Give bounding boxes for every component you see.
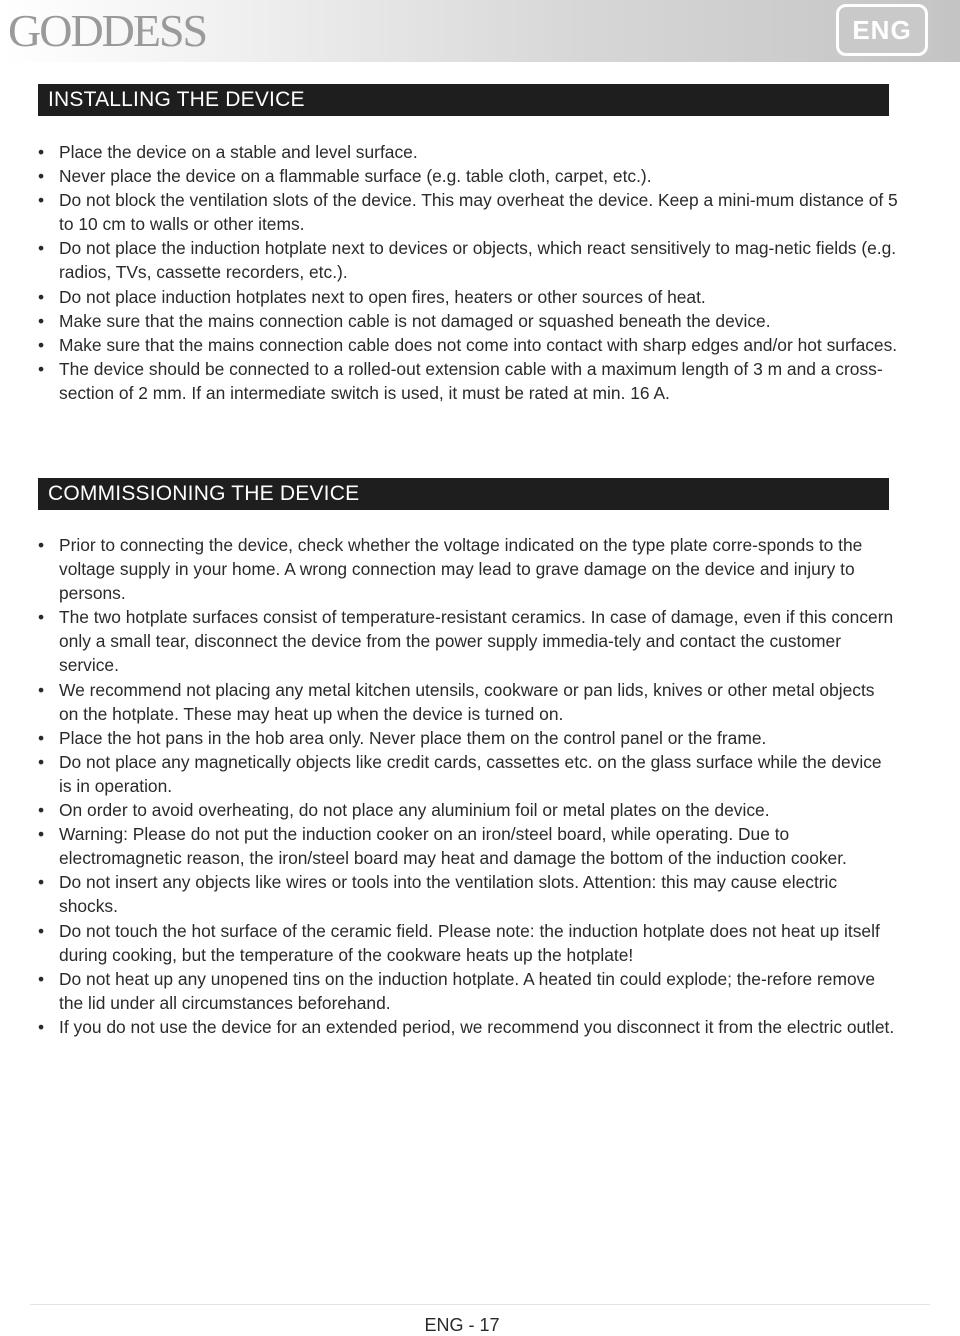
list-item: • Make sure that the mains connection cable does not come into contact with sharp edges and/or hot surfaces. (38, 334, 898, 355)
installing-list (38, 140, 898, 405)
list-item: • The device should be connected to a rolled-out extension cable with a maximum length of 3 m and a cross-section of 2 mm. If an intermediate switch is used, it must be rated at min. 16 A. (38, 358, 883, 403)
commissioning-list (38, 533, 898, 1039)
list-item: • Place the hot pans in the hob area only. Never place them on the control panel or the frame. (38, 727, 767, 748)
list-item: • Prior to connecting the device, check whether the voltage indicated on the type plate corre-sponds to the voltage supply in your home. A wrong connection may lead to grave damage on the device and injury to persons. (38, 535, 863, 604)
list-item: • On order to avoid overheating, do not place any aluminium foil or metal plates on the device. (38, 800, 770, 821)
language-badge: ENG (836, 4, 928, 56)
list-item: • Place the device on a stable and level surface. (38, 142, 418, 162)
list-item: • Never place the device on a flammable surface (e.g. table cloth, carpet, etc.). (38, 166, 652, 187)
list-item: • Warning: Please do not put the induction cooker on an iron/steel board, while operating. Due to electromagnetic reason, the iron/steel board may heat and damage the bottom of the induction cooker. (38, 824, 847, 869)
list-item: • We recommend not placing any metal kitchen utensils, cookware or pan lids, knives or other metal objects on the hotplate. These may heat up when the device is turned on. (38, 679, 875, 724)
brand-logo: GODDESS (8, 5, 207, 56)
list-item: • If you do not use the device for an extended period, we recommend you disconnect it from the electric outlet. (38, 1016, 895, 1037)
list-item: • Do not heat up any unopened tins on the induction hotplate. A heated tin could explode; the-refore remove the lid under all circumstances beforehand. (38, 968, 876, 1013)
list-item: • Do not touch the hot surface of the ceramic field. Please note: the induction hotplate does not heat up itself during cooking, but the temperature of the cookware heats up the hotplate! (38, 920, 880, 965)
list-item: • Do not place any magnetically objects like credit cards, cassettes etc. on the glass surface while the device is in operation. (38, 751, 882, 796)
list-item: • Do not block the ventilation slots of the device. This may overheat the device. Keep a mini-mum distance of 5 to 10 cm to walls or other items. (38, 190, 898, 235)
header-bar (0, 0, 960, 62)
list-item: • Make sure that the mains connection cable is not damaged or squashed beneath the device. (38, 310, 771, 331)
section-title-commissioning: COMMISSIONING THE DEVICE (38, 478, 889, 510)
list-item: • The two hotplate surfaces consist of temperature-resistant ceramics. In case of damage, even if this concern only a small tear, disconnect the device from the power supply immedia-tely and contact the customer service. (38, 607, 894, 676)
list-item: • Do not place induction hotplates next to open fires, heaters or other sources of heat. (38, 286, 706, 307)
list-item: • Do not place the induction hotplate next to devices or objects, which react sensitively to mag-netic fields (e.g. radios, TVs, cassette recorders, etc.). (38, 238, 897, 283)
list-item: • Do not insert any objects like wires or tools into the ventilation slots. Attention: this may cause electric shocks. (38, 872, 838, 917)
page-number: ENG - 17 (424, 1315, 500, 1335)
section-title-installing: INSTALLING THE DEVICE (38, 84, 889, 116)
footer-divider (30, 1304, 930, 1305)
